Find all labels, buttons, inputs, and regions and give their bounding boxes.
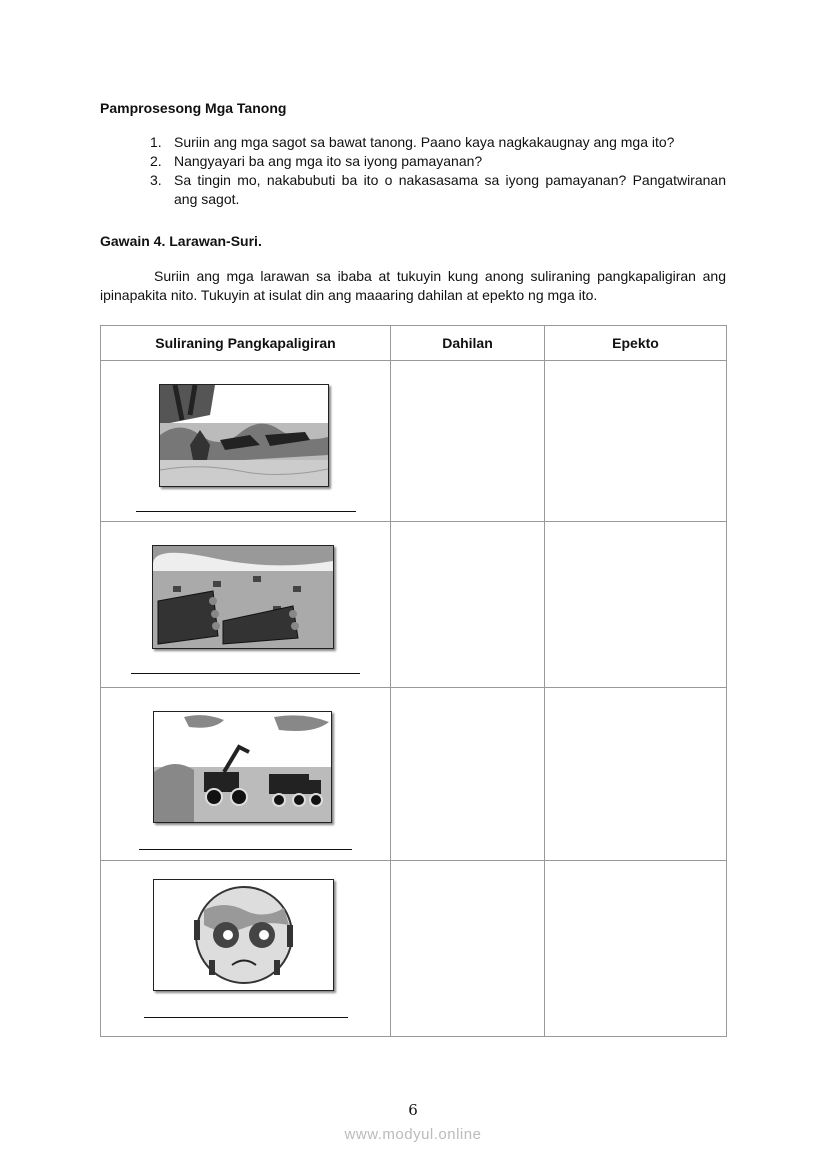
question-number: 3. bbox=[150, 172, 162, 188]
epekto-cell[interactable] bbox=[545, 361, 727, 522]
dahilan-cell[interactable] bbox=[391, 688, 545, 861]
table-row bbox=[101, 522, 727, 688]
burned-forest-image bbox=[159, 384, 329, 487]
problem-cell bbox=[101, 361, 391, 522]
epekto-cell[interactable] bbox=[545, 522, 727, 688]
dahilan-cell[interactable] bbox=[391, 861, 545, 1037]
activity-title: Gawain 4. Larawan-Suri. bbox=[100, 233, 262, 249]
sad-earth-image bbox=[153, 879, 334, 991]
question-text: Suriin ang mga sagot sa bawat tanong. Paano kaya nagkakaugnay ang mga ito? bbox=[174, 134, 675, 150]
answer-line[interactable] bbox=[131, 673, 360, 674]
mining-trucks-image bbox=[153, 711, 332, 823]
dahilan-cell[interactable] bbox=[391, 522, 545, 688]
question-text: Sa tingin mo, nakabubuti ba ito o nakasasama sa iyong pamayanan? Pangatwiranan ang sagot. bbox=[174, 172, 726, 207]
section-heading: Pamprosesong Mga Tanong bbox=[100, 100, 287, 116]
epekto-cell[interactable] bbox=[545, 861, 727, 1037]
table-row bbox=[101, 688, 727, 861]
epekto-cell[interactable] bbox=[545, 688, 727, 861]
dahilan-cell[interactable] bbox=[391, 361, 545, 522]
cut-logs-image bbox=[152, 545, 334, 649]
answer-line[interactable] bbox=[136, 511, 356, 512]
watermark: www.modyul.online bbox=[344, 1126, 482, 1143]
header-epekto: Epekto bbox=[545, 326, 727, 361]
question-number: 1. bbox=[150, 134, 162, 150]
activity-table bbox=[100, 325, 727, 1037]
instructions: Suriin ang mga larawan sa ibaba at tukuyin kung anong suliraning pangkapaligiran ang ipinapakita nito. Tukuyin at isulat din ang maaaring dahilan at epekto ng mga ito. bbox=[100, 268, 726, 303]
header-suliranin: Suliraning Pangkapaligiran bbox=[101, 326, 391, 361]
answer-line[interactable] bbox=[139, 849, 352, 850]
table-row bbox=[101, 361, 727, 522]
problem-cell bbox=[101, 522, 391, 688]
problem-cell bbox=[101, 688, 391, 861]
page-number: 6 bbox=[408, 1101, 418, 1119]
header-dahilan: Dahilan bbox=[391, 326, 545, 361]
question-item bbox=[150, 171, 726, 209]
problem-cell bbox=[101, 861, 391, 1037]
table-row bbox=[101, 861, 727, 1037]
question-item bbox=[150, 152, 726, 171]
question-item bbox=[150, 133, 726, 152]
question-text: Nangyayari ba ang mga ito sa iyong pamayanan? bbox=[174, 153, 483, 169]
question-number: 2. bbox=[150, 153, 162, 169]
answer-line[interactable] bbox=[144, 1017, 348, 1018]
